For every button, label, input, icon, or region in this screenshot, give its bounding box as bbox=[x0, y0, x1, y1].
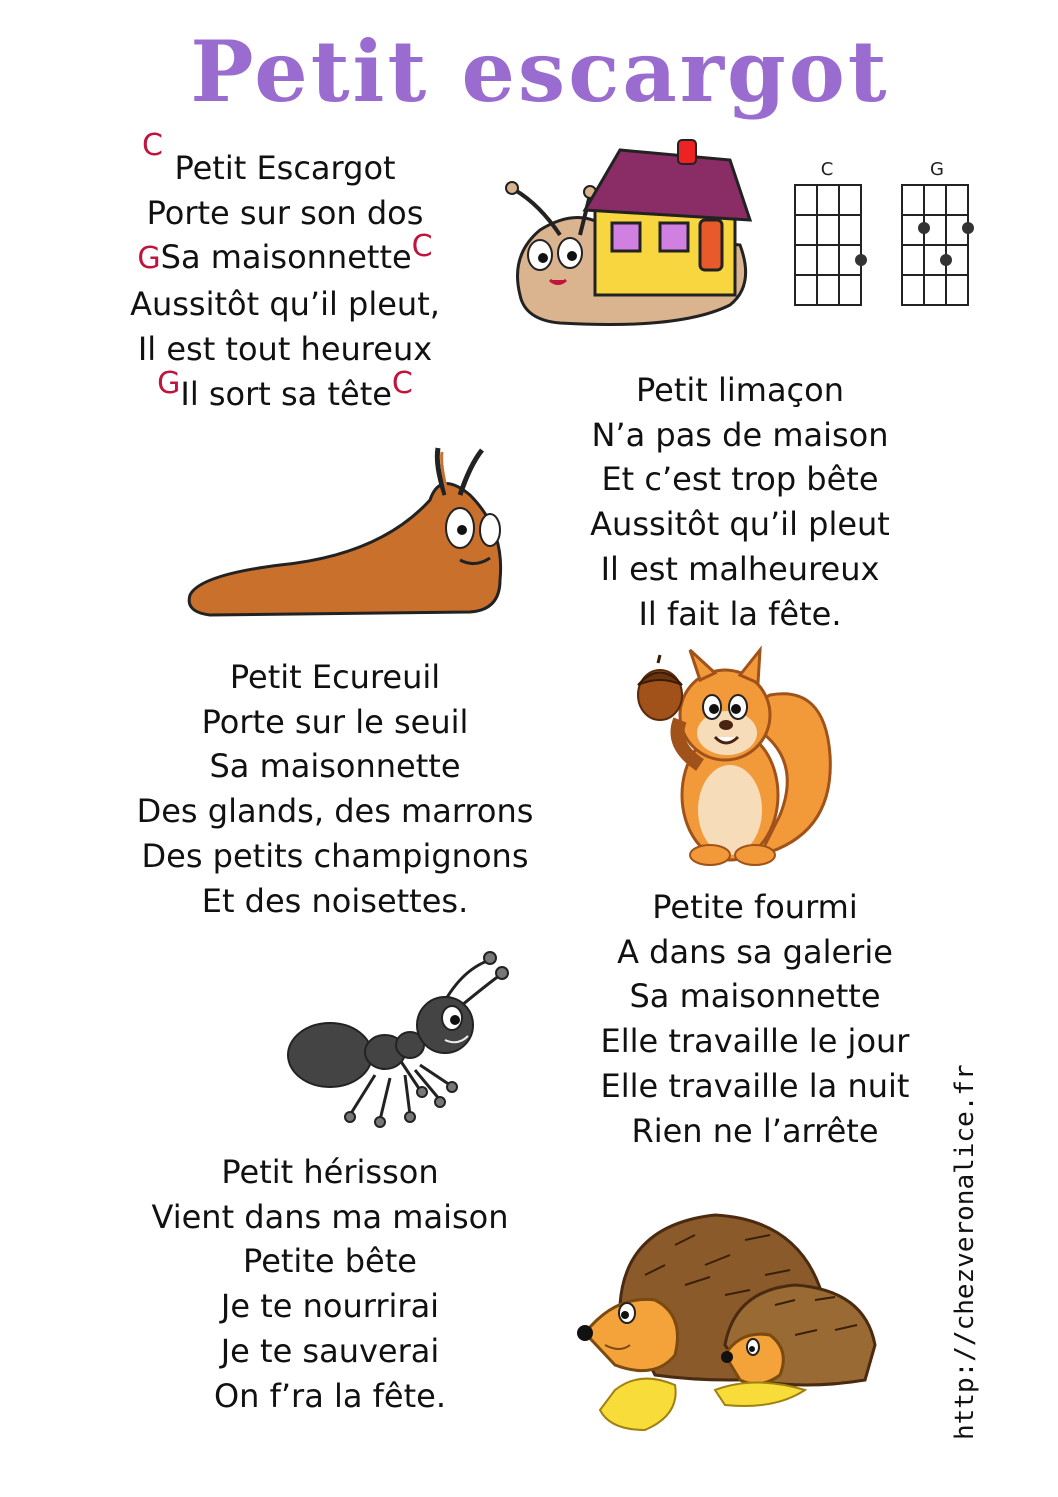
lyric-line: GSa maisonnetteC bbox=[137, 229, 433, 277]
lyric-line: A dans sa galerie bbox=[617, 932, 893, 971]
lyric-line: Il est tout heureux bbox=[137, 329, 433, 368]
lyric-line: Il fait la fête. bbox=[638, 594, 842, 633]
lyric-line: Porte sur son dos bbox=[146, 193, 424, 232]
chord-label: G bbox=[157, 365, 181, 401]
chord-diagram-c-name: C bbox=[820, 159, 834, 180]
lyric-line: Petite bête bbox=[243, 1242, 417, 1281]
lyric-line: Des petits champignons bbox=[141, 836, 529, 875]
lyric-line: Petit hérisson bbox=[221, 1153, 439, 1191]
lyric-line: N’a pas de maison bbox=[591, 415, 889, 454]
chord-diagram-g-name: G bbox=[930, 159, 944, 180]
lyric-line: Petit limaçon bbox=[635, 371, 844, 409]
chord-diagram-g bbox=[902, 185, 968, 305]
lyric-line: Elle travaille le jour bbox=[600, 1022, 910, 1061]
lyric-line: Sa maisonnette bbox=[629, 977, 881, 1016]
song-title: Petit escargot bbox=[190, 22, 890, 121]
hedgehog-illustration bbox=[575, 1205, 880, 1440]
stanza-ecureuil bbox=[110, 655, 560, 923]
lyric-line: Petite fourmi bbox=[652, 888, 858, 926]
lyric-line: Je te sauverai bbox=[220, 1331, 440, 1370]
lyric-line: Elle travaille la nuit bbox=[600, 1066, 910, 1105]
lyric-line: Des glands, des marrons bbox=[136, 792, 534, 831]
lyric-line: Il est malheureux bbox=[600, 549, 880, 588]
lyric-line: Vient dans ma maison bbox=[151, 1197, 509, 1236]
chord-label: C bbox=[411, 229, 433, 265]
lyric-line: Et c’est trop bête bbox=[601, 460, 879, 499]
chord-label: G bbox=[137, 241, 161, 277]
lyric-line: Aussitôt qu’il pleut, bbox=[130, 285, 440, 324]
website-url: http://chezveronalice.fr bbox=[950, 1064, 980, 1440]
lyric-line: Je te nourrirai bbox=[220, 1287, 440, 1326]
stanza-herisson bbox=[120, 1150, 540, 1418]
lyric-line: Petit Ecureuil bbox=[229, 658, 441, 696]
stanza-escargot bbox=[100, 128, 470, 418]
lyric-line: Rien ne l’arrête bbox=[631, 1111, 879, 1150]
snail-house-illustration bbox=[500, 135, 760, 330]
lyric-line: Porte sur le seuil bbox=[201, 702, 469, 741]
ant-illustration bbox=[280, 940, 520, 1140]
lyric-line: GIl sort sa têteC bbox=[157, 365, 413, 413]
stanza-limacon bbox=[560, 368, 920, 636]
chord-diagrams bbox=[785, 150, 985, 315]
chord-label: C bbox=[142, 128, 163, 163]
chord-diagram-c bbox=[795, 185, 861, 305]
slug-illustration bbox=[180, 440, 510, 625]
lyric-line: Et des noisettes. bbox=[201, 881, 469, 920]
lyric-line: C Petit Escargot bbox=[100, 146, 470, 191]
lyric-line: Sa maisonnette bbox=[209, 747, 461, 786]
chord-label: C bbox=[391, 365, 413, 401]
stanza-fourmi bbox=[570, 885, 940, 1153]
lyric-line: On f’ra la fête. bbox=[213, 1376, 447, 1415]
squirrel-illustration bbox=[630, 645, 840, 875]
lyric-line: Aussitôt qu’il pleut bbox=[590, 505, 890, 544]
